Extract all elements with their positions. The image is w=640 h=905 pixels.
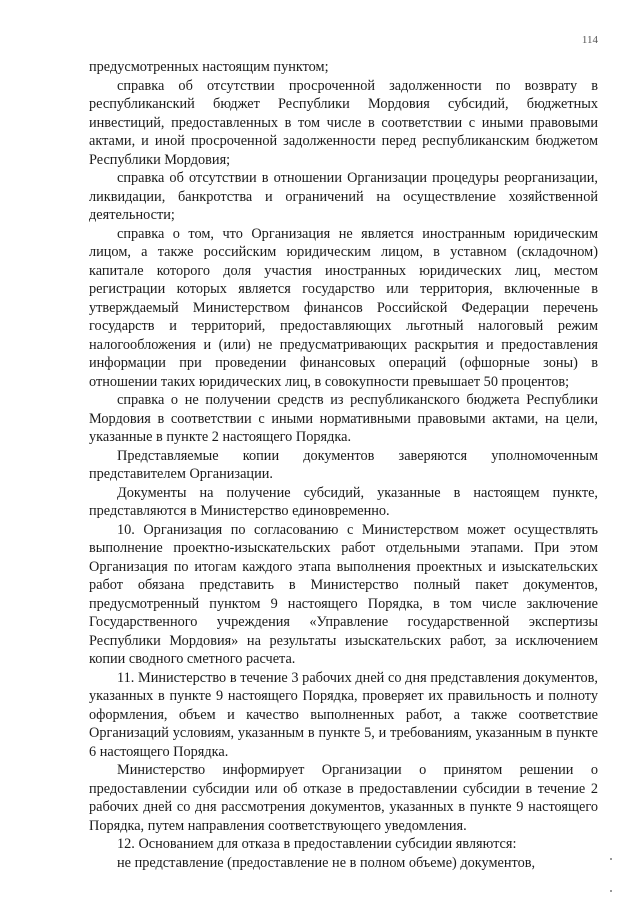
paragraph-9: 11. Министерство в течение 3 рабочих дней со дня представления документов, указанных в пункте 9 настоящего Порядка, проверяет их правильность и полноту оформления, объем и качество выполненных работ, а также соответствие Организаций условиям, указанным в пункте 5, и требованиям, указанным в пункте 6 настоящего Порядка. — [89, 669, 598, 760]
paragraph-2: справка об отсутствии просроченной задолженности по возврату в республиканский бюджет Республики Мордовия субсидий, бюджетных инвестиций, предоставленных в том числе в соответствии с иными правовыми актами, и иной просроченной задолженности перед республиканским бюджетом Республики Мордовия; — [89, 77, 598, 168]
scan-speck — [610, 858, 612, 860]
paragraph-6: Представляемые копии документов заверяются уполномоченным представителем Организации. — [89, 447, 598, 482]
paragraph-8: 10. Организация по согласованию с Министерством может осуществлять выполнение проектно-изыскательских работ отдельными этапами. При этом Организация по итогам каждого этапа выполнения проектных и изыскательских работ обязана представить в Министерство полный пакет документов, предусмотренный пунктом 9 настоящего Порядка, в том числе заключение Государственного учреждения «Управление государственной экспертизы Республики Мордовия» на результаты изыскательских работ, за исключением копии сводного сметного расчета. — [89, 521, 598, 667]
paragraph-4: справка о том, что Организация не является иностранным юридическим лицом, а также российским юридическим лицом, в уставном (складочном) капитале которого доля участия иностранных юридических лиц, местом регистрации которых является государство или территория, включенные в утверждаемый Министерством финансов Российской Федерации перечень государств и территорий, предоставляющих льготный налоговый режим налогообложения и (или) не предусматривающих раскрытия и предоставления информации при проведении финансовых операций (офшорные зоны) в отношении таких юридических лиц, в совокупности превышает 50 процентов; — [89, 225, 598, 390]
paragraph-12: не представление (предоставление не в полном объеме) документов, — [117, 854, 536, 871]
paragraph-5: справка о не получении средств из республиканского бюджета Республики Мордовия в соответствии с иными нормативными правовыми актами, на цели, указанные в пункте 2 настоящего Порядка. — [89, 392, 598, 445]
page-number: 114 — [581, 34, 598, 46]
scan-speck — [610, 890, 612, 892]
paragraph-10: Министерство информирует Организации о принятом решении о предоставлении субсидии или об отказе в предоставлении субсидии в течение 2 рабочих дней со дня рассмотрения документов, указанных в пункте 9 настоящего Порядка, путем направления соответствующего уведомления. — [89, 762, 598, 834]
paragraph-1: предусмотренных настоящим пунктом; — [89, 59, 329, 75]
paragraph-3: справка об отсутствии в отношении Организации процедуры реорганизации, ликвидации, банкротства и ограничений на осуществление хозяйственной деятельности; — [89, 170, 598, 223]
document-body — [89, 58, 598, 872]
paragraph-11: 12. Основанием для отказа в предоставлении субсидии являются: — [117, 836, 517, 852]
paragraph-7: Документы на получение субсидий, указанные в настоящем пункте, представляются в Министерство единовременно. — [89, 484, 598, 519]
